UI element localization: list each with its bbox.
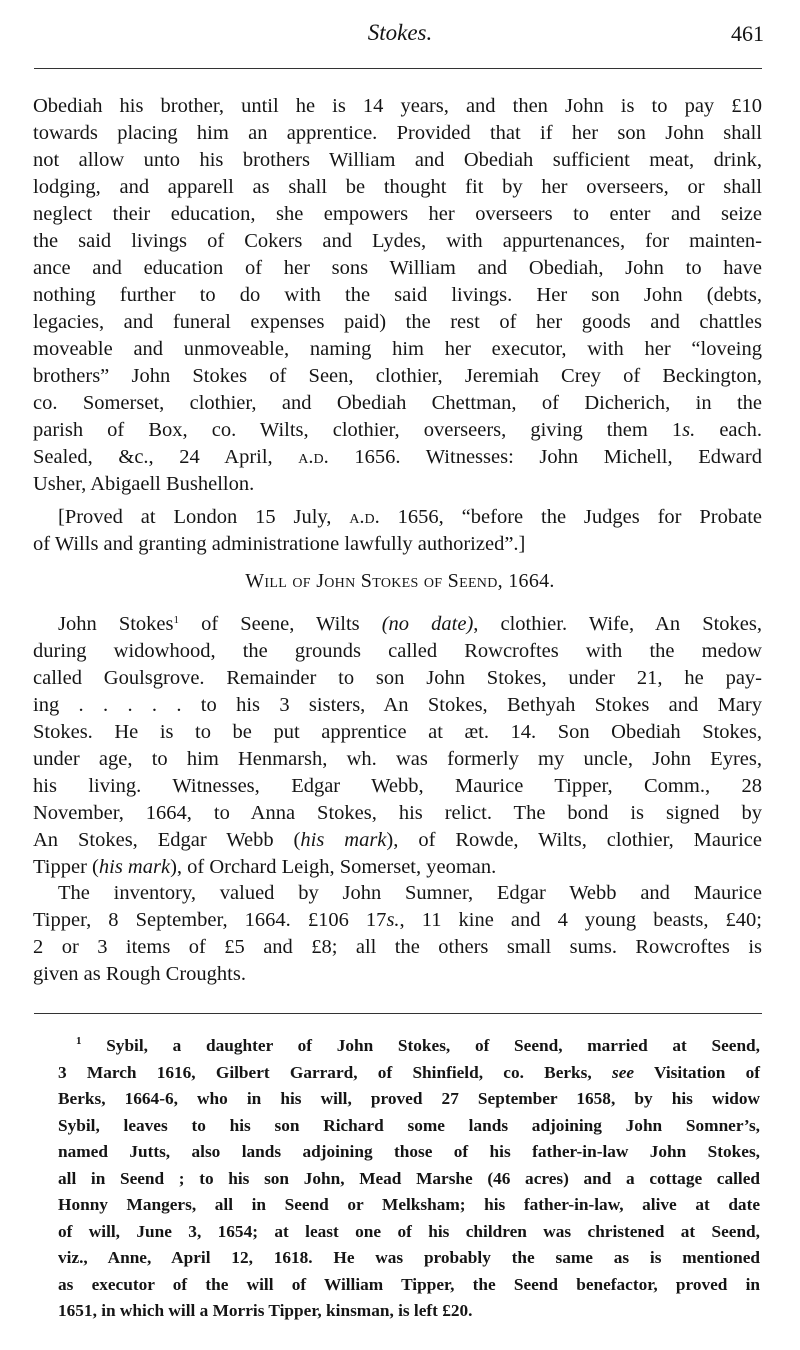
text-segment: parish of Box, co. Wilts, clothier, overseers, giving them 1 xyxy=(33,419,683,441)
text-segment: a.d. xyxy=(349,506,380,528)
footnote-marker: 1 xyxy=(173,614,179,626)
text-line xyxy=(33,827,762,854)
text-line xyxy=(33,907,762,934)
text-line xyxy=(33,800,762,827)
text-line xyxy=(33,638,762,665)
text-segment: ), of Orchard Leigh, Somerset, yeoman. xyxy=(170,856,497,878)
text-segment: viz., Anne, April 12, 1618. He was probably the same as is mentioned xyxy=(58,1248,760,1267)
text-line xyxy=(58,1033,760,1060)
text-segment: Tipper, 8 September, 1664. £106 17 xyxy=(33,909,387,931)
text-segment: co. Somerset, clothier, and Obediah Chettman, of Dicherich, in the xyxy=(33,392,762,414)
text-segment: not allow unto his brothers William and Obediah sufficient meat, drink, xyxy=(33,149,762,171)
text-segment: during widowhood, the grounds called Rowcroftes with the medow xyxy=(33,640,762,662)
text-segment: as executor of the will of William Tipper, the Seend benefactor, proved in xyxy=(58,1274,760,1294)
text-segment: 1656. Witnesses: John Michell, Edward xyxy=(328,446,762,468)
italic-text: s. xyxy=(386,909,400,931)
text-segment: brothers” John Stokes of Seen, clothier, Jeremiah Crey of Beckington, xyxy=(33,365,762,387)
text-segment: 3 March 1616, Gilbert Garrard, of Shinfield, co. Berks, xyxy=(58,1062,612,1082)
text-segment: all in Seend ; to his son John, Mead Marshe (46 acres) and a cottage called xyxy=(58,1168,760,1188)
text-segment: Stokes. He is to be put apprentice at æt. 14. Son Obediah Stokes, xyxy=(33,721,762,743)
text-line xyxy=(33,147,762,174)
text-segment: called Goulsgrove. Remainder to son John Stokes, under 21, he pay- xyxy=(33,667,762,689)
text-segment: nothing further to do with the said livings. Her son John (debts, xyxy=(33,284,762,306)
text-line xyxy=(58,1113,760,1140)
text-line xyxy=(33,531,762,558)
text-segment: , clothier. Wife, An Stokes, xyxy=(473,613,762,635)
text-segment: [Proved at London 15 July, xyxy=(58,506,350,528)
text-segment: ), of Rowde, Wilts, clothier, Maurice xyxy=(386,829,762,851)
text-segment: November, 1664, to Anna Stokes, his relict. The bond is signed by xyxy=(33,802,762,824)
text-line xyxy=(33,504,762,531)
text-segment: An Stokes, Edgar Webb ( xyxy=(33,829,301,851)
text-line xyxy=(58,1272,760,1299)
text-line xyxy=(33,773,762,800)
text-segment: of Seene, Wilts xyxy=(179,613,382,635)
text-line xyxy=(33,665,762,692)
text-segment: John Stokes xyxy=(58,613,174,635)
page-number: 461 xyxy=(731,21,764,46)
paragraph-will-john-stokes xyxy=(33,611,762,881)
text-segment: his living. Witnesses, Edgar Webb, Maurice Tipper, Comm., 28 xyxy=(33,775,762,797)
text-line xyxy=(33,719,762,746)
text-line xyxy=(33,611,762,638)
text-line xyxy=(33,854,762,881)
text-line xyxy=(33,961,762,988)
text-segment: moveable and unmoveable, naming him her executor, with her “loveing xyxy=(33,338,762,360)
text-segment: of Wills and granting administratione lawfully authorized”.] xyxy=(33,533,526,555)
text-line xyxy=(33,444,762,471)
text-segment: a.d. xyxy=(298,446,329,468)
text-segment: Honny Mangers, all in Seend or Melksham; his father-in-law, alive at date xyxy=(58,1195,760,1214)
text-segment: legacies, and funeral expenses paid) the rest of her goods and chattles xyxy=(33,311,762,333)
text-segment: Berks, 1664-6, who in his will, proved 27 September 1658, by his widow xyxy=(58,1089,760,1108)
text-line xyxy=(33,471,762,498)
footnote-marker: 1 xyxy=(76,1035,82,1047)
text-segment: Obediah his brother, until he is 14 years, and then John is to pay £10 xyxy=(33,95,762,117)
text-line xyxy=(33,692,762,719)
text-segment: The inventory, valued by John Sumner, Edgar Webb and Maurice xyxy=(58,882,762,904)
text-segment: 2 or 3 items of £5 and £8; all the others small sums. Rowcroftes is xyxy=(33,936,762,958)
footnote-rule xyxy=(34,1013,762,1014)
text-segment: 1656, “before the Judges for Probate xyxy=(379,506,762,528)
text-line xyxy=(58,1166,760,1193)
text-line xyxy=(33,282,762,309)
text-segment: towards placing him an apprentice. Provided that if her son John shall xyxy=(33,122,762,144)
text-segment: , 11 kine and 4 young beasts, £40; xyxy=(399,909,762,931)
text-line xyxy=(33,390,762,417)
text-segment: Usher, Abigaell Bushellon. xyxy=(33,473,255,495)
italic-text: s. xyxy=(682,419,696,441)
running-head-title: Stokes. xyxy=(367,20,433,45)
text-segment: 1651, in which will a Morris Tipper, kinsman, is left £20. xyxy=(58,1301,473,1320)
paragraph-will-continuation xyxy=(33,93,762,498)
text-line xyxy=(33,174,762,201)
text-line xyxy=(33,93,762,120)
text-segment: Sealed, &c., 24 April, xyxy=(33,446,299,468)
text-line xyxy=(33,934,762,961)
text-segment: ing . . . . . to his 3 sisters, An Stokes, Bethyah Stokes and Mary xyxy=(33,694,762,716)
text-segment: each. xyxy=(695,419,763,441)
text-segment: under age, to him Henmarsh, wh. was formerly my uncle, John Eyres, xyxy=(33,748,762,770)
italic-text: see xyxy=(611,1062,635,1082)
text-line xyxy=(33,228,762,255)
paragraph-probate-note xyxy=(33,504,762,558)
text-segment: Sybil, a daughter of John Stokes, of Seend, married at Seend, xyxy=(81,1036,760,1055)
italic-text: his mark xyxy=(300,829,387,851)
text-segment: lodging, and apparell as shall be thought fit by her overseers, or shall xyxy=(33,176,762,198)
text-line xyxy=(33,201,762,228)
text-line xyxy=(33,309,762,336)
text-line xyxy=(33,417,762,444)
text-segment: Sybil, leaves to his son Richard some lands adjoining John Somner’s, xyxy=(58,1115,760,1135)
text-segment: Tipper ( xyxy=(33,856,99,878)
text-segment: Visitation of xyxy=(634,1062,761,1082)
text-line xyxy=(33,120,762,147)
text-line xyxy=(58,1219,760,1246)
text-segment: ance and education of her sons William and Obediah, John to have xyxy=(33,257,762,279)
section-heading: Will of John Stokes of Seend, 1664. xyxy=(245,570,555,592)
italic-text: (no date) xyxy=(381,613,474,635)
text-segment: the said livings of Cokers and Lydes, with appurtenances, for mainten- xyxy=(33,230,762,252)
text-line xyxy=(58,1245,760,1272)
text-line xyxy=(58,1298,760,1325)
text-segment: named Jutts, also lands adjoining those of his father-in-law John Stokes, xyxy=(58,1142,760,1161)
text-segment: neglect their education, she empowers her overseers to enter and seize xyxy=(33,203,762,225)
text-line xyxy=(33,336,762,363)
text-line xyxy=(33,746,762,773)
footnote xyxy=(58,1033,760,1325)
text-segment: given as Rough Croughts. xyxy=(33,963,246,985)
text-line xyxy=(33,363,762,390)
text-line xyxy=(58,1139,760,1166)
italic-text: his mark xyxy=(98,856,171,878)
text-line xyxy=(33,880,762,907)
header-rule xyxy=(34,68,762,69)
paragraph-inventory xyxy=(33,880,762,988)
text-segment: of will, June 3, 1654; at least one of his children was christened at Seend, xyxy=(58,1221,760,1241)
text-line xyxy=(33,255,762,282)
text-line xyxy=(58,1060,760,1087)
text-line xyxy=(58,1086,760,1113)
text-line xyxy=(58,1192,760,1219)
